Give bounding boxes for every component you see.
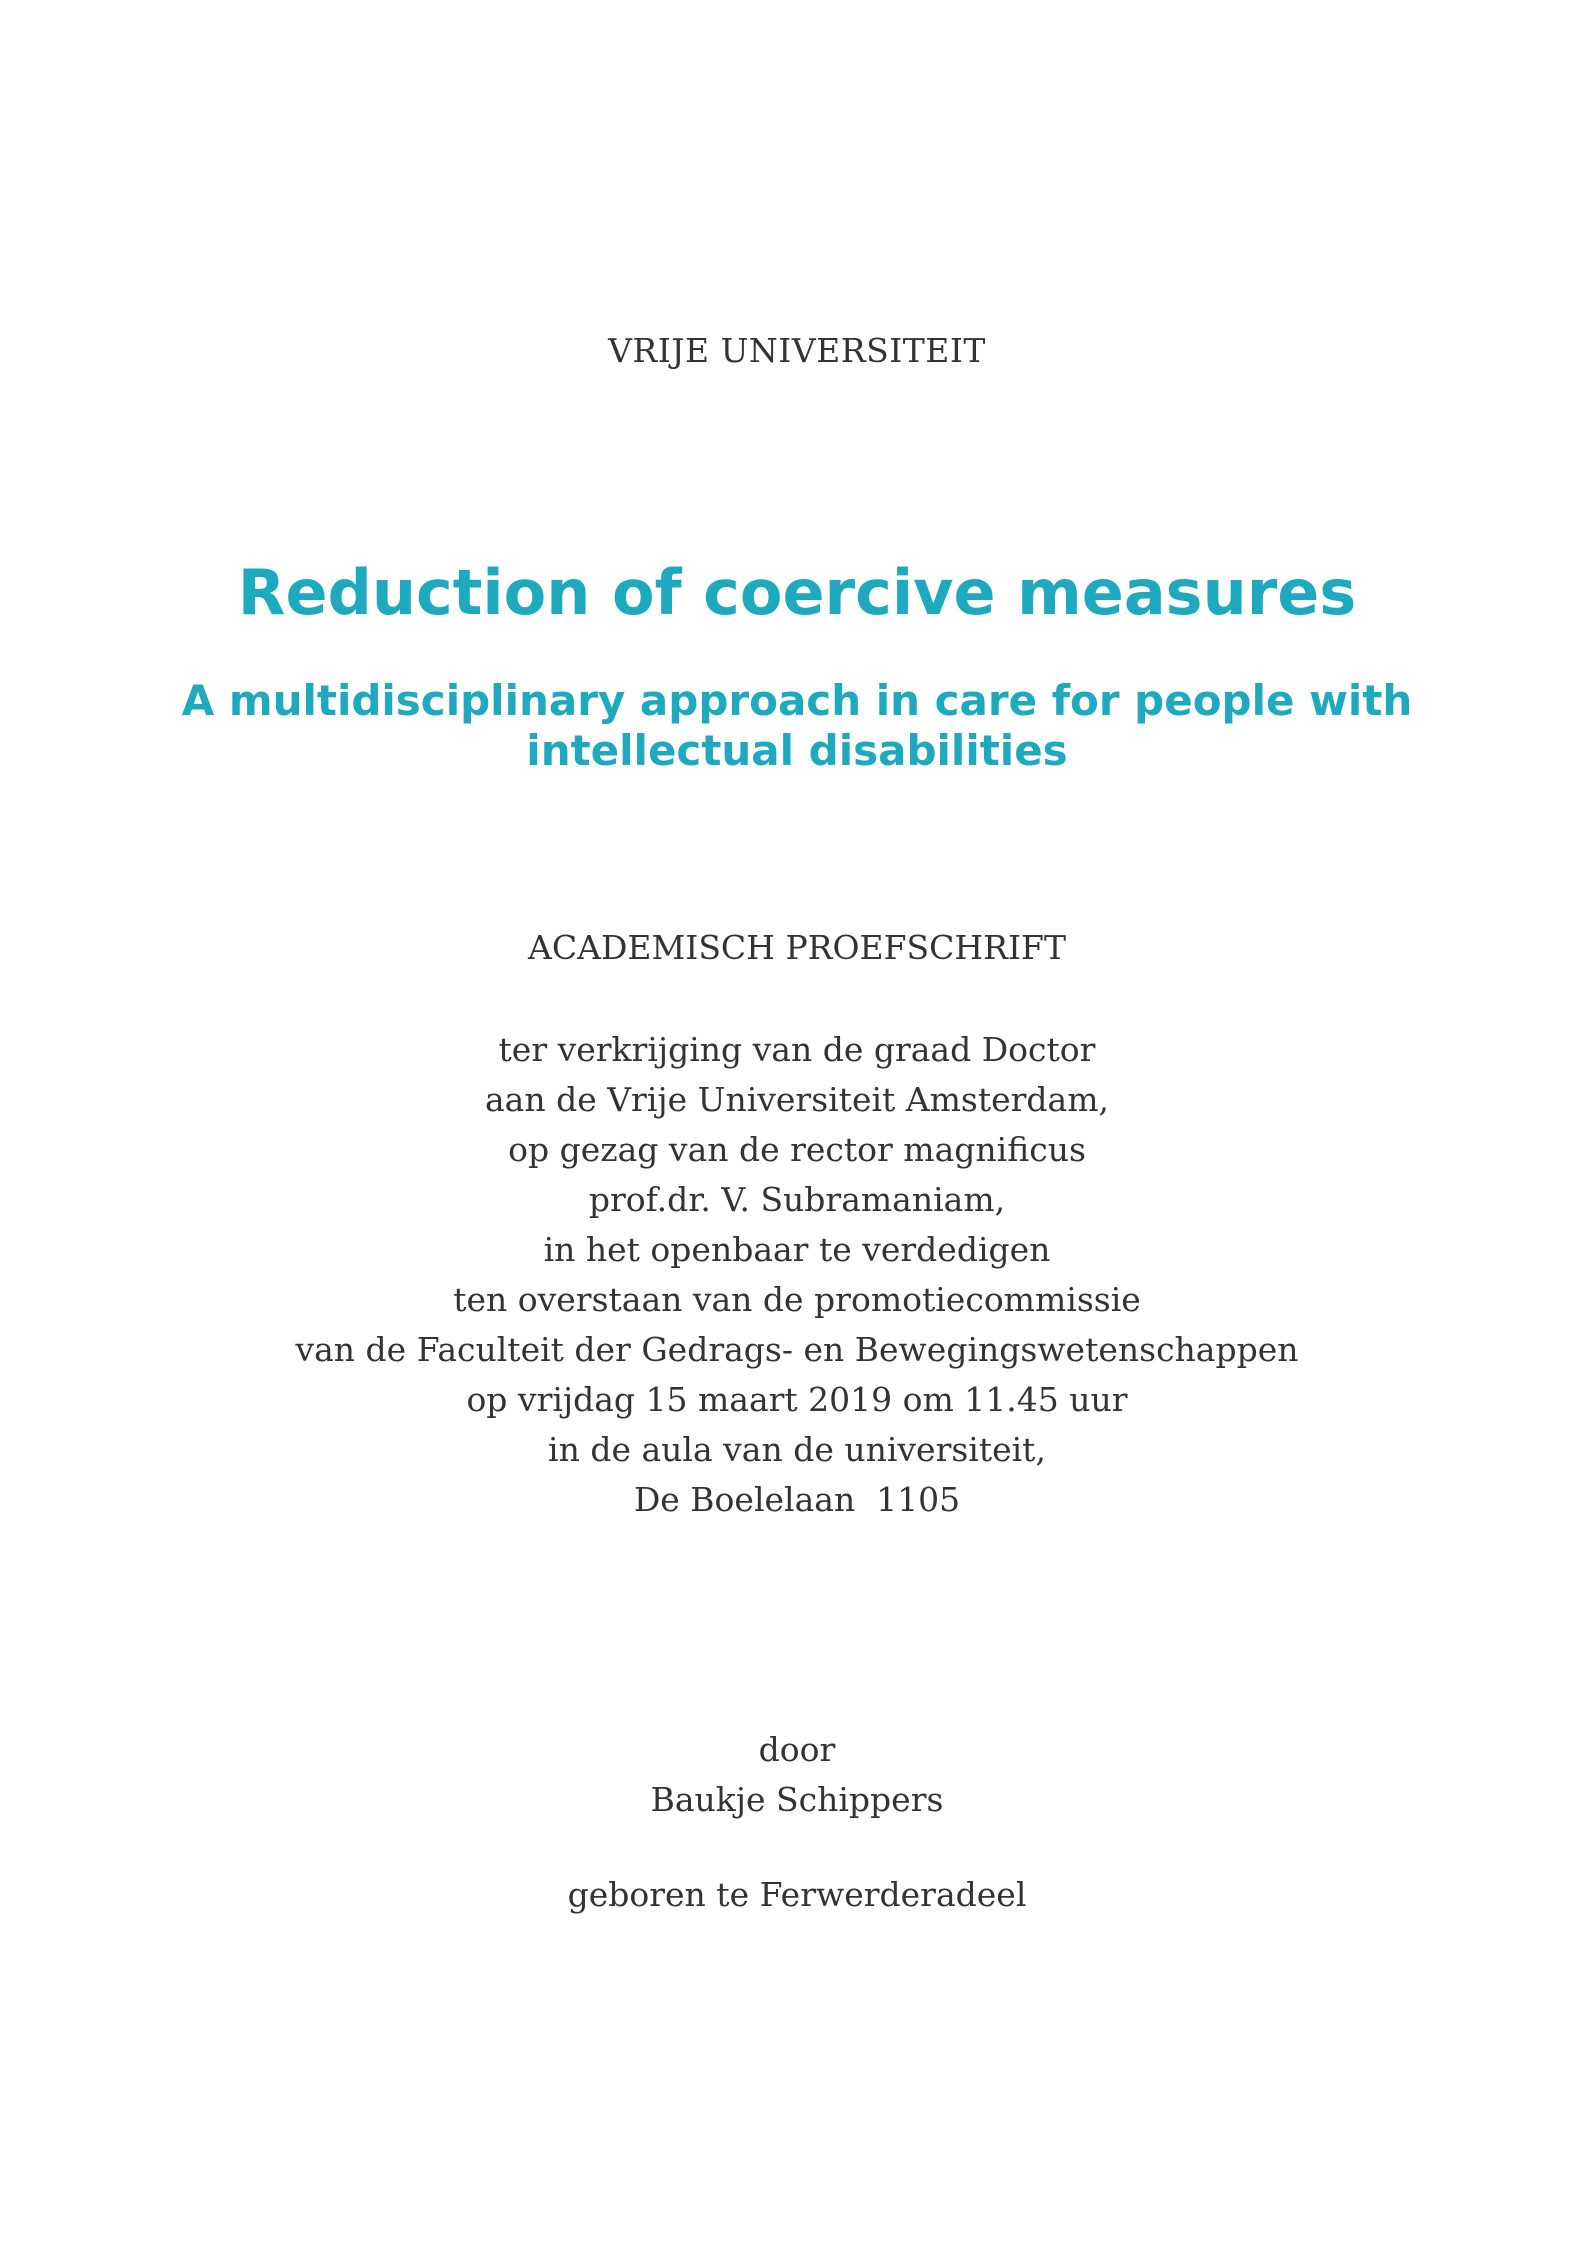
document-type-heading: ACADEMISCH PROEFSCHRIFT [528,928,1066,967]
subtitle-line-1: A multidisciplinary approach in care for people with [181,676,1413,725]
thesis-subtitle [0,676,1594,776]
body-line: van de Faculteit der Gedrags- en Bewegingswetenschappen [295,1330,1299,1369]
author-block [0,1725,1594,1825]
by-label: door [758,1730,836,1769]
thesis-title: Reduction of coercive measures [237,556,1357,629]
body-line: in het openbaar te verdedigen [543,1230,1051,1269]
defense-details [0,1025,1594,1525]
birthplace: geboren te Ferwerderadeel [567,1875,1027,1914]
body-line: prof.dr. V. Subramaniam, [588,1180,1006,1219]
body-line: De Boelelaan 1105 [633,1480,961,1519]
body-line: op vrijdag 15 maart 2019 om 11.45 uur [466,1380,1128,1419]
subtitle-line-2: intellectual disabilities [526,726,1068,775]
body-line: in de aula van de universiteit, [548,1430,1046,1469]
university-name: VRIJE UNIVERSITEIT [608,331,986,370]
author-name: Baukje Schippers [650,1780,944,1819]
body-line: op gezag van de rector magnificus [508,1130,1086,1169]
body-line: ten overstaan van de promotiecommissie [453,1280,1141,1319]
body-line: ter verkrijging van de graad Doctor [498,1030,1096,1069]
body-line: aan de Vrije Universiteit Amsterdam, [484,1080,1109,1119]
